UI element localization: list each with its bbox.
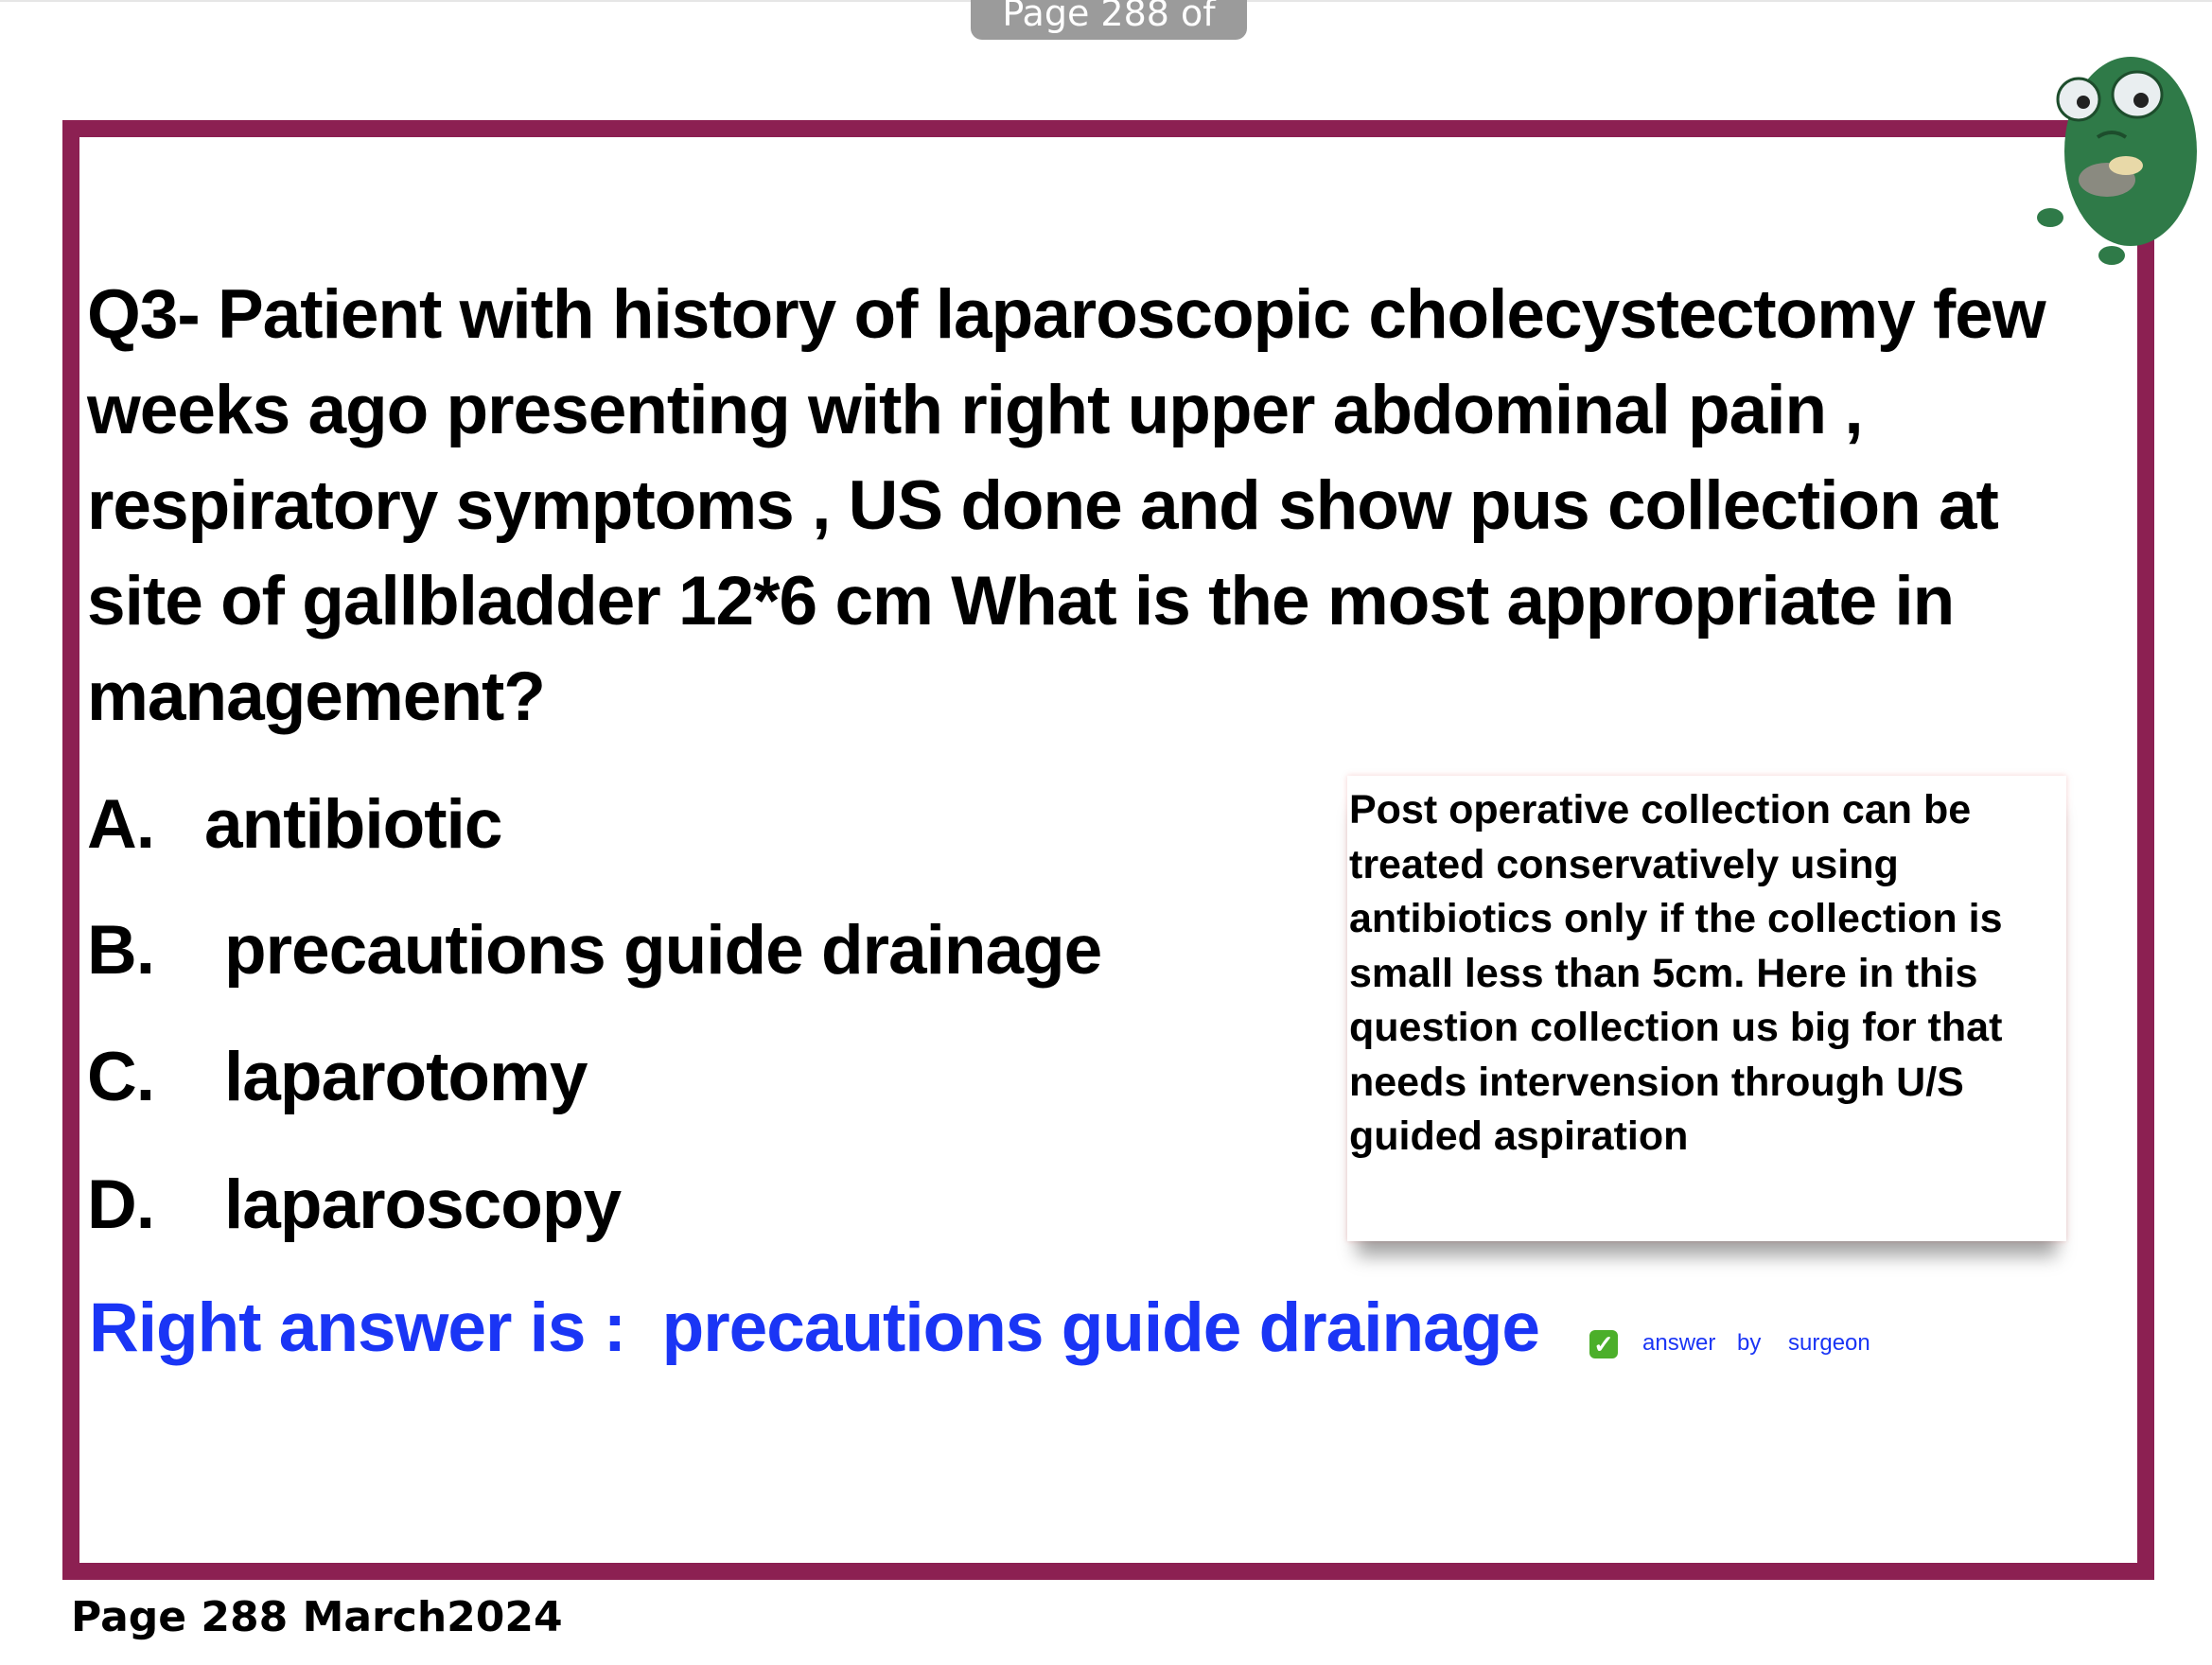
page-footer: Page 288 March2024 bbox=[71, 1593, 563, 1641]
right-answer: Right answer is : precautions guide drainage bbox=[89, 1289, 1539, 1366]
option-d bbox=[87, 1166, 621, 1244]
option-b bbox=[87, 911, 1101, 990]
signature-word: by bbox=[1737, 1330, 1762, 1356]
explanation-note bbox=[1347, 776, 2066, 1241]
option-text: laparoscopy bbox=[224, 1166, 622, 1243]
option-text: laparotomy bbox=[224, 1039, 588, 1115]
question-text: Q3- Patient with history of laparoscopic cholecystectomy few weeks ago presenting with right upper abdominal pain , respiratory symptoms , US done and show pus collection at site of gallbladder 12*6 cm What is the most appropriate in management? bbox=[87, 276, 2045, 735]
option-letter: B. bbox=[87, 912, 154, 989]
explanation-text: Post operative collection can be treated conservatively using antibiotics only if the collection is small less than 5cm. Here in this question collection us big for that needs intervension through U/S guided aspiration bbox=[1349, 787, 2003, 1159]
option-letter: C. bbox=[87, 1039, 154, 1115]
check-mark-icon: ✓ bbox=[1589, 1330, 1618, 1358]
option-letter: A. bbox=[87, 786, 154, 863]
page-indicator: Page 288 of 842 bbox=[971, 0, 1247, 40]
option-text: precautions guide drainage bbox=[224, 912, 1102, 989]
signature-word: surgeon bbox=[1788, 1330, 1870, 1356]
signature-word: answer bbox=[1642, 1330, 1716, 1356]
option-c bbox=[87, 1038, 587, 1116]
option-a bbox=[87, 785, 501, 864]
option-text: antibiotic bbox=[204, 786, 502, 863]
mascot-character-icon bbox=[2031, 28, 2211, 274]
option-letter: D. bbox=[87, 1166, 154, 1243]
